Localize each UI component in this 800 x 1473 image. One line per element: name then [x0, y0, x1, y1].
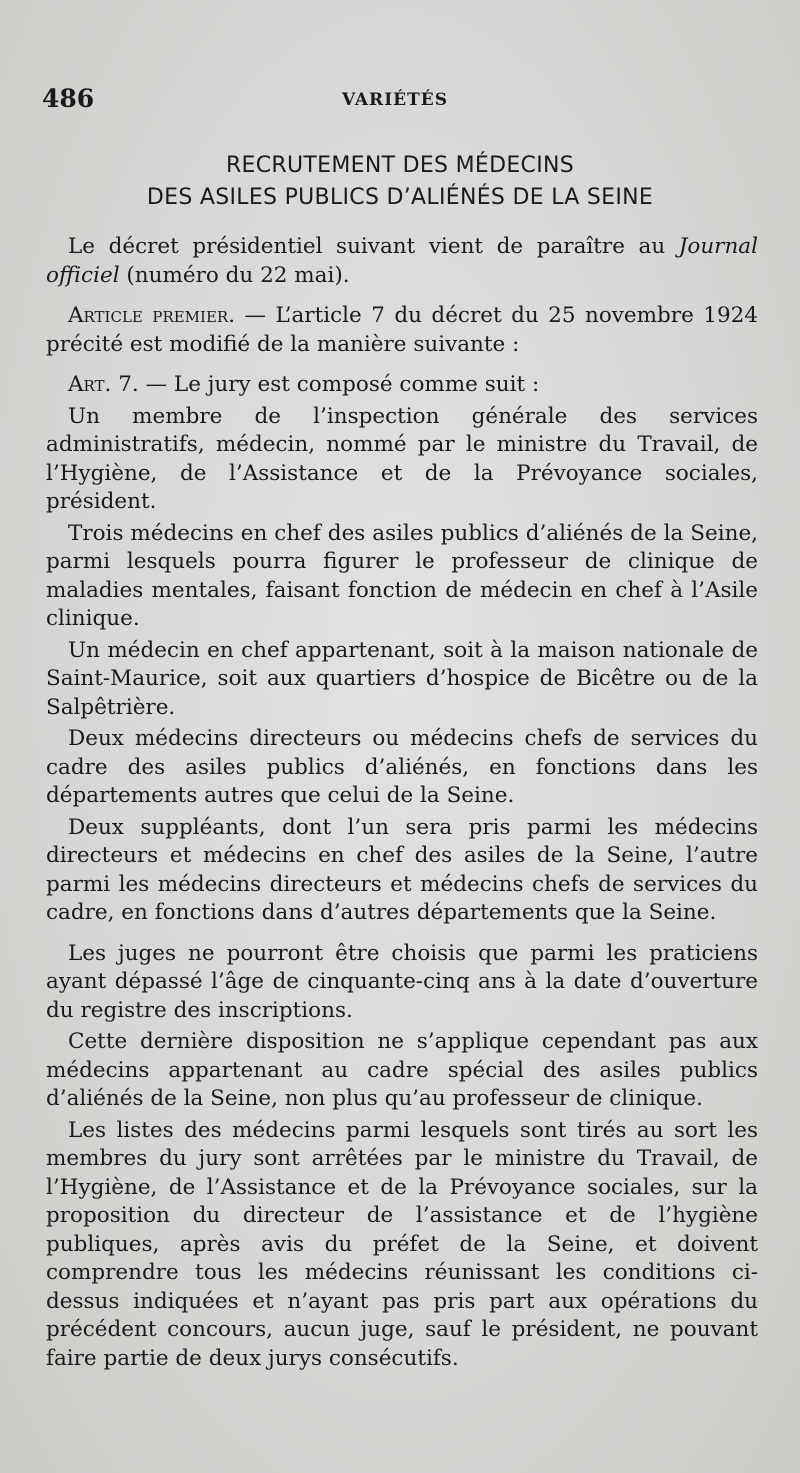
art-7-text: — Le jury est composé comme suit : — [138, 372, 540, 397]
paragraph-president: Un membre de l’inspection générale des services administratifs, médecin, nommé par le ministre du Travail, de l’Hygiène, de l’Assistance et de la Prévoyance sociales, président. — [46, 403, 758, 514]
paragraph-un-medecin: Un médecin en chef appartenant, soit à la maison nationale de Saint-Maurice, soit aux quartiers d’hospice de Bicêtre ou de la Salpêtrière. — [46, 637, 758, 720]
intro-text-a: Le décret présidentiel suivant vient de paraître au — [68, 234, 679, 259]
title-line-1: RECRUTEMENT DES MÉDECINS — [225, 153, 575, 178]
running-title: VARIÉTÉS — [342, 90, 448, 110]
paragraph-art-7 — [46, 371, 758, 400]
article-body — [46, 233, 758, 1373]
page-number: 486 — [42, 84, 95, 113]
paragraph-juges: Les juges ne pourront être choisis que parmi les praticiens ayant dépassé l’âge de cinquante-cinq ans à la date d’ouverture du registre des inscriptions. — [46, 940, 758, 1023]
journal-officiel-title: Journal officiel — [46, 234, 758, 288]
article-premier-lead: Article premier. — [68, 303, 236, 328]
art-7-lead: Art. 7. — [68, 372, 139, 397]
paragraph-disposition: Cette dernière disposition ne s’applique cependant pas aux médecins appartenant au cadre spécial des asiles publics d’aliénés de la Seine, non plus qu’au professeur de clinique. — [46, 1029, 758, 1111]
running-head — [42, 84, 758, 114]
paragraph-listes: Les listes des médecins parmi lesquels sont tirés au sort les membres du jury sont arrêtées par le ministre du Travail, de l’Hygiène, de l’Assistance et de la Prévoyance sociales, sur la proposition du directeur de l’assistance et de l’hygiène publiques, après avis du préfet de la Seine, et doivent comprendre tous les médecins réunissant les conditions ci-dessus indiquées et n’ayant pas pris part aux opérations du précédent concours, aucun juge, sauf le président, ne pouvant faire partie de deux jurys consécutifs. — [46, 1117, 758, 1371]
paragraph-trois-medecins: Trois médecins en chef des asiles publics d’aliénés de la Seine, parmi lesquels pourra figurer le professeur de clinique de maladies mentales, faisant fonction de médecin en chef à l’Asile clinique. — [46, 520, 758, 631]
article-premier-text: — L’article 7 du décret du 25 novembre 1924 précité est modifié de la manière suivante : — [46, 303, 758, 357]
paragraph-deux-medecins: Deux médecins directeurs ou médecins chefs de services du cadre des asiles publics d’aliénés, en fonctions dans les départements autres que celui de la Seine. — [46, 726, 758, 808]
paragraph-suppleants: Deux suppléants, dont l’un sera pris parmi les médecins directeurs et médecins en chef des asiles de la Seine, l’autre parmi les médecins directeurs et médecins chefs de services du cadre, en fonctions dans d’autres départements que la Seine. — [46, 814, 758, 925]
paragraph-article-premier — [46, 302, 758, 359]
paragraph-intro — [46, 233, 758, 290]
title-line-2: DES ASILES PUBLICS D’ALIÉNÉS DE LA SEINE — [146, 185, 654, 210]
article-title — [30, 150, 770, 214]
intro-text-b: (numéro du 22 mai). — [119, 262, 350, 288]
